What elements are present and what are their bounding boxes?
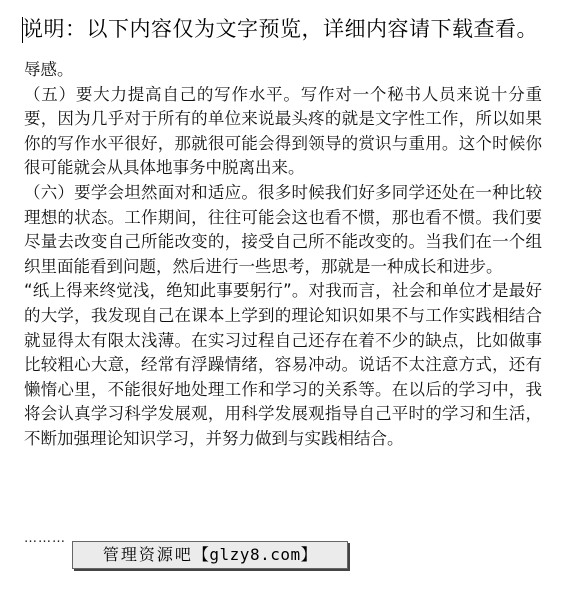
ellipsis-marker: ……… — [24, 531, 66, 546]
paragraph-continuation: 辱感。 — [24, 60, 74, 79]
paragraph-conclusion: “纸上得来终觉浅，绝知此事要躬行”。对我而言，社会和单位才是最好的大学，我发现自己在课本上学到的理论知识如果不与工作实践相结合就显得太有限太浅薄。在实习过程自己还存在着不少的缺点，比如做事比较粗心大意，经常有浮躁情绪，容易冲动。说话不太注意方式，还有懒惰心里，不能很好地处理工作和学习的关系等。在以后的学习中，我将会认真学习科学发展观，用科学发展观指导自己平时的学习和生活，不断加强理论知识学习，并努力做到与实践相结合。 — [24, 281, 542, 448]
watermark-domain: 【glzy8.com】 — [192, 545, 318, 564]
document-body — [24, 58, 542, 452]
watermark-badge — [72, 541, 348, 569]
preview-notice: 说明：以下内容仅为文字预览，详细内容请下载查看。 — [22, 17, 538, 41]
paragraph-adaptation: （六）要学会坦然面对和适应。很多时候我们好多同学还处在一种比较理想的状态。工作期间，往往可能会这也看不惯，那也看不惯。我们要尽量去改变自己所能改变的，接受自己所不能改变的。当我们在一个组织里面能看到问题，然后进行一些思考，那就是一种成长和进步。 — [24, 182, 542, 276]
paragraph-writing-skill: （五）要大力提高自己的写作水平。写作对一个秘书人员来说十分重要，因为几乎对于所有的单位来说最头疼的就是文字性工作，所以如果你的写作水平很好，那就很可能会得到领导的赏识与重用。这个时候你很可能就会从具体地事务中脱离出来。 — [24, 84, 542, 178]
watermark-brand: 管理资源吧 — [102, 545, 193, 564]
